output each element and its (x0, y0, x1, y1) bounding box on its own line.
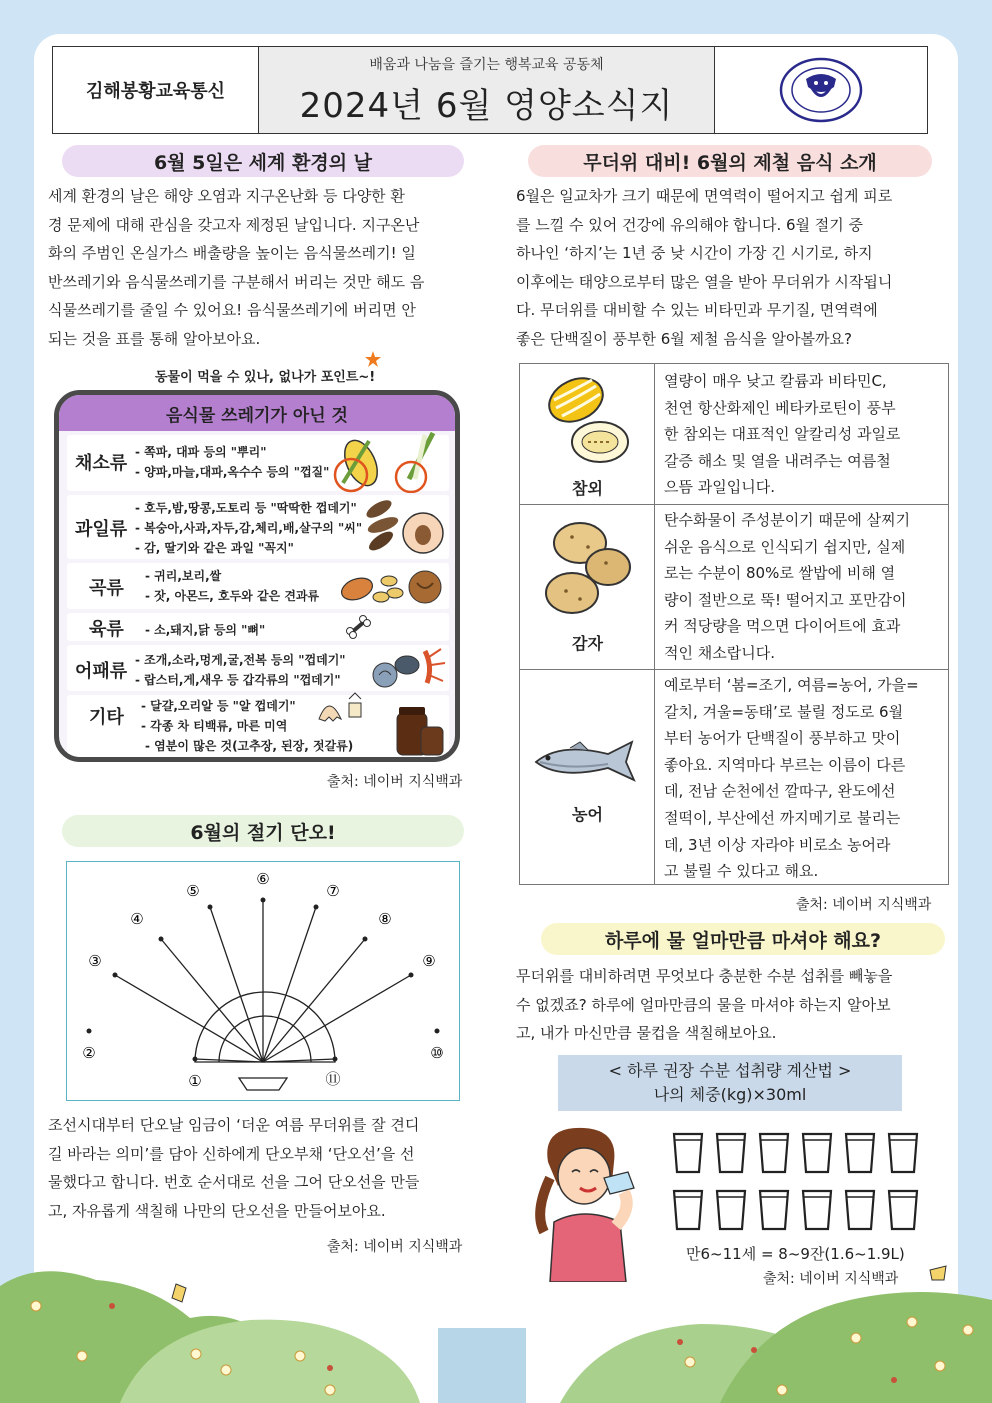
food-desc-potato: 탄수화물이 주성분이기 때문에 살찌기 쉬운 음식으로 인식되기 쉽지만, 실제 로는 수분이 80%로 쌀밥에 비해 열 량이 절반으로 뚝! 떨어지고 포만감이 커 적당량을 먹으면 다이어트에 효과 적인 채소랍니다. (664, 511, 911, 662)
water-cup[interactable] (760, 1191, 788, 1229)
korean-melon-icon (544, 372, 634, 468)
school-emblem-icon (776, 55, 866, 125)
water-range: 만6~11세 = 8~9잔(1.6~1.9L) (686, 1245, 905, 1263)
bone-icon (345, 615, 371, 639)
water-cups (670, 1132, 922, 1236)
water-cup[interactable] (717, 1191, 745, 1229)
fan-number-5: ⑤ (186, 882, 200, 900)
fan-number-7: ⑦ (326, 882, 340, 900)
waste-row-etc: 기타 - 달걀,오리알 등 "알 껍데기" - 각종 차 티백류, 마른 미역 - 염분이 많은 것(고추장, 된장, 젓갈류) (67, 695, 449, 759)
logo-cell (715, 47, 927, 133)
fan-number-2: ② (82, 1044, 96, 1062)
header (52, 46, 928, 134)
star-icon (364, 350, 382, 368)
food-row-seabass (520, 669, 948, 885)
fan-number-4: ④ (130, 910, 144, 928)
food-waste-box (54, 390, 460, 762)
food-row-potato (520, 504, 948, 669)
dano-source: 출처: 네이버 지식백과 (327, 1239, 463, 1255)
water-cup[interactable] (846, 1134, 874, 1172)
heading-water: 하루에 물 얼마만큼 마셔야 해요? (541, 923, 945, 955)
waste-row-grain: 곡류 - 귀리,보리,쌀 - 잣, 아몬드, 호두와 같은 견과류 (67, 563, 449, 609)
water-calc-formula: 나의 체중(kg)×30ml (653, 1085, 807, 1104)
waste-source: 출처: 네이버 지식백과 (327, 774, 463, 790)
seasonal-food-source: 출처: 네이버 지식백과 (796, 897, 932, 913)
water-cup[interactable] (803, 1134, 831, 1172)
corn-onion-icon (329, 427, 445, 493)
water-cup[interactable] (674, 1191, 702, 1229)
water-calc-title: < 하루 권장 수분 섭취량 계산법 > (608, 1061, 852, 1080)
nuts-icon (337, 563, 447, 609)
heading-dano: 6월의 절기 단오! (62, 815, 464, 847)
water-cup[interactable] (717, 1134, 745, 1172)
water-text: 무더위를 대비하려면 무엇보다 충분한 수분 섭취를 빼놓을 수 없겠죠? 하루에 얼마만큼의 물을 마셔야 하는지 알아보 고, 내가 마신만큼 물컵을 색칠해보아요. (516, 967, 893, 1042)
food-row-melon (520, 364, 948, 504)
fan-number-1: ① (188, 1072, 202, 1090)
potato-icon (542, 519, 638, 619)
food-waste-box-title: 음식물 쓰레기가 아닌 것 (59, 395, 455, 431)
food-desc-seabass: 예로부터 ‘봄=조기, 여름=농어, 가을= 갈치, 겨울=동태’로 불릴 정도로 6월 부터 농어가 단백질이 풍부하고 맛이 좋아요. 지역마다 부르는 이름이 다른 데, 전남 순천에선 깔따구, 완도에선 절떡이, 부산에선 까지메기로 불리는 데, 3년 이상 자라야 비로소 농어라 고 불릴 수 있다고 해요. (664, 676, 919, 881)
food-name-seabass: 농어 (572, 805, 603, 824)
seasonal-food-table (519, 363, 949, 885)
water-calc-box (558, 1055, 902, 1111)
sea-bass-icon (530, 736, 650, 786)
heading-environment-day: 6월 5일은 세계 환경의 날 (62, 145, 464, 177)
waste-row-fruit: 과일류 - 호두,밤,땅콩,도토리 등 "딱딱한 껍데기" - 복숭아,사과,자두,감,체리,배,살구의 "씨" - 감, 딸기와 같은 과일 "꼭지" (67, 495, 449, 559)
dano-fan-puzzle (66, 861, 460, 1101)
fan-number-3: ③ (88, 952, 102, 970)
water-cup[interactable] (674, 1134, 702, 1172)
water-cup[interactable] (846, 1191, 874, 1229)
fan-number-9: ⑨ (422, 952, 436, 970)
page-title: 2024년 6월 영양소식지 (299, 85, 674, 126)
fan-number-10: ⑩ (430, 1044, 444, 1062)
fan-dot-to-dot (67, 862, 459, 1100)
water-cups-grid (670, 1132, 922, 1232)
heading-seasonal-food: 무더위 대비! 6월의 제철 음식 소개 (528, 145, 932, 177)
shell-lobster-icon (367, 645, 447, 691)
eggshell-teabag-jar-icon (311, 689, 447, 759)
fan-number-6: ⑥ (256, 870, 270, 888)
hill-landscape-decoration (0, 1240, 992, 1403)
food-name-melon: 참외 (572, 479, 603, 498)
water-cup[interactable] (760, 1134, 788, 1172)
slogan: 배움과 나눔을 즐기는 행복교육 공동체 (369, 56, 604, 73)
fan-number-8: ⑧ (378, 910, 392, 928)
waste-row-meat: 육류 - 소,돼지,닭 등의 "뼈" (67, 613, 449, 641)
header-center (259, 47, 715, 133)
waste-row-vegetable: 채소류 - 쪽파, 대파 등의 "뿌리" - 양파,마늘,대파,옥수수 등의 "껍질" (67, 435, 449, 491)
dano-text: 조선시대부터 단오날 임금이 ‘더운 여름 무더위를 잘 견디 길 바라는 의미’를 담아 신하에게 단오부채 ‘단오선’을 선 물했다고 합니다. 번호 순서대로 선을 그어 단오선을 만들 고, 자유롭게 색칠해 나만의 단오선을 만들어보아요. (48, 1116, 420, 1220)
seasonal-food-text: 6월은 일교차가 크기 때문에 면역력이 떨어지고 쉽게 피로 를 느낄 수 있어 건강에 유의해야 합니다. 6월 절기 중 하나인 ‘하지’는 1년 중 낮 시간이 가장 긴 시기로, 하지 이후에는 태양으로부터 많은 열을 받아 무더위가 시작됩니 다. 무더위를 대비할 수 있는 비타민과 무기질, 면역력에 좋은 단백질이 풍부한 6월 제철 음식을 알아볼까요? (516, 187, 893, 348)
water-source: 출처: 네이버 지식백과 (763, 1271, 899, 1287)
water-cup[interactable] (803, 1191, 831, 1229)
water-cup[interactable] (889, 1191, 917, 1229)
environment-day-text: 세계 환경의 날은 해양 오염과 지구온난화 등 다양한 환 경 문제에 대해 관심을 갖고자 제정된 날입니다. 지구온난 화의 주범인 온실가스 배출량을 높이는 음식물쓰레기! 일 반쓰레기와 음식물쓰레기를 구분해서 버리는 것만 해도 음 식물쓰레기를 줄일 수 있어요! 음식물쓰레기에 버리면 안 되는 것을 표를 통해 알아보아요. (48, 187, 425, 348)
food-name-potato: 감자 (572, 634, 603, 653)
waste-row-seafood: 어패류 - 조개,소라,멍게,굴,전복 등의 "껍데기" - 랍스터,게,새우 등 갑각류의 "껍데기" (67, 645, 449, 691)
newsletter-name: 김해봉황교육통신 (53, 47, 259, 133)
water-cup[interactable] (889, 1134, 917, 1172)
fan-number-11: ⑪ (325, 1070, 341, 1088)
seed-peach-icon (357, 493, 447, 559)
waste-note: 동물이 먹을 수 있나, 없나가 포인트~! (155, 370, 376, 385)
food-desc-melon: 열량이 매우 낮고 칼륨과 비타민C, 천연 항산화제인 베타카로틴이 풍부 한 참외는 대표적인 알칼리성 과일로 갈증 해소 및 열을 내려주는 여름철 으뜸 과일입니다. (664, 372, 901, 497)
